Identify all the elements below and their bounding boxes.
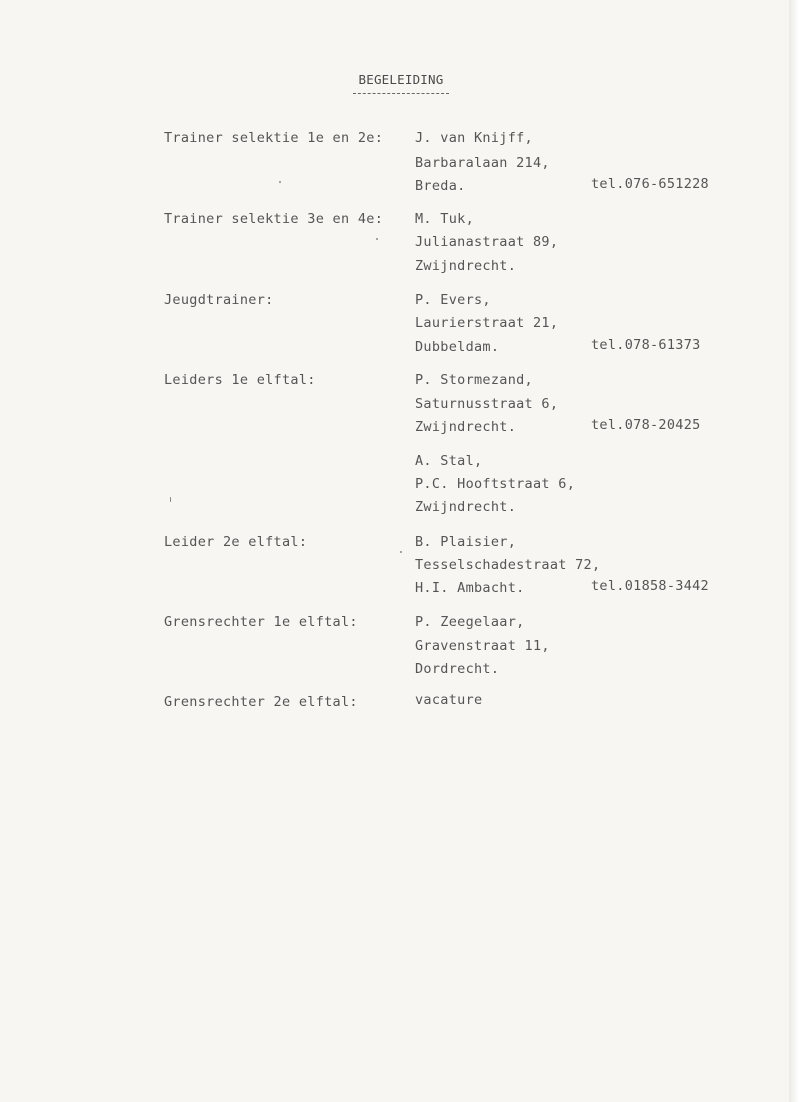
entry-label: Trainer selektie 3e en 4e: — [164, 211, 384, 227]
paper-speck — [279, 181, 281, 183]
entry-label: Trainer selektie 1e en 2e: — [164, 130, 384, 146]
entry-street: Tesselschadestraat 72, — [415, 557, 601, 573]
entry-city: Breda. — [415, 178, 466, 194]
entry-street: Barbaralaan 214, — [415, 155, 550, 171]
entry-name: M. Tuk, — [415, 211, 474, 227]
paper-speck — [400, 551, 402, 553]
entry-street: Laurierstraat 21, — [415, 315, 559, 331]
entry-name: A. Stal, — [415, 453, 483, 469]
entry-label: Jeugdtrainer: — [164, 292, 274, 308]
page-edge — [789, 0, 799, 1102]
entry-street: Gravenstraat 11, — [415, 638, 550, 654]
paper-speck — [376, 238, 378, 240]
entry-city: Dordrecht. — [415, 661, 500, 677]
entry-city: Zwijndrecht. — [415, 258, 517, 274]
paper-speck — [170, 497, 171, 502]
entry-city: Dubbeldam. — [415, 339, 500, 355]
entry-label: Grensrechter 1e elftal: — [164, 614, 358, 630]
entry-name: J. van Knijff, — [415, 130, 533, 146]
entry-name: B. Plaisier, — [415, 534, 517, 550]
title-block — [353, 72, 449, 94]
entry-street: Julianastraat 89, — [415, 234, 559, 250]
entry-phone: tel.01858-3442 — [591, 578, 709, 594]
entry-street: P.C. Hooftstraat 6, — [415, 476, 576, 492]
entry-name: vacature — [415, 692, 483, 708]
entry-city: Zwijndrecht. — [415, 499, 517, 515]
entry-phone: tel.076-651228 — [591, 176, 709, 192]
entry-city: Zwijndrecht. — [415, 419, 517, 435]
entry-street: Saturnusstraat 6, — [415, 396, 559, 412]
entry-phone: tel.078-20425 — [591, 417, 701, 433]
entry-name: P. Evers, — [415, 292, 491, 308]
entry-label: Leider 2e elftal: — [164, 534, 308, 550]
entry-phone: tel.078-61373 — [591, 337, 701, 353]
entry-label: Leiders 1e elftal: — [164, 372, 316, 388]
entry-name: P. Stormezand, — [415, 372, 533, 388]
entry-city: H.I. Ambacht. — [415, 580, 525, 596]
title-underline — [353, 93, 449, 94]
page-title: BEGELEIDING — [358, 72, 444, 87]
entry-label: Grensrechter 2e elftal: — [164, 694, 358, 710]
entry-name: P. Zeegelaar, — [415, 614, 525, 630]
